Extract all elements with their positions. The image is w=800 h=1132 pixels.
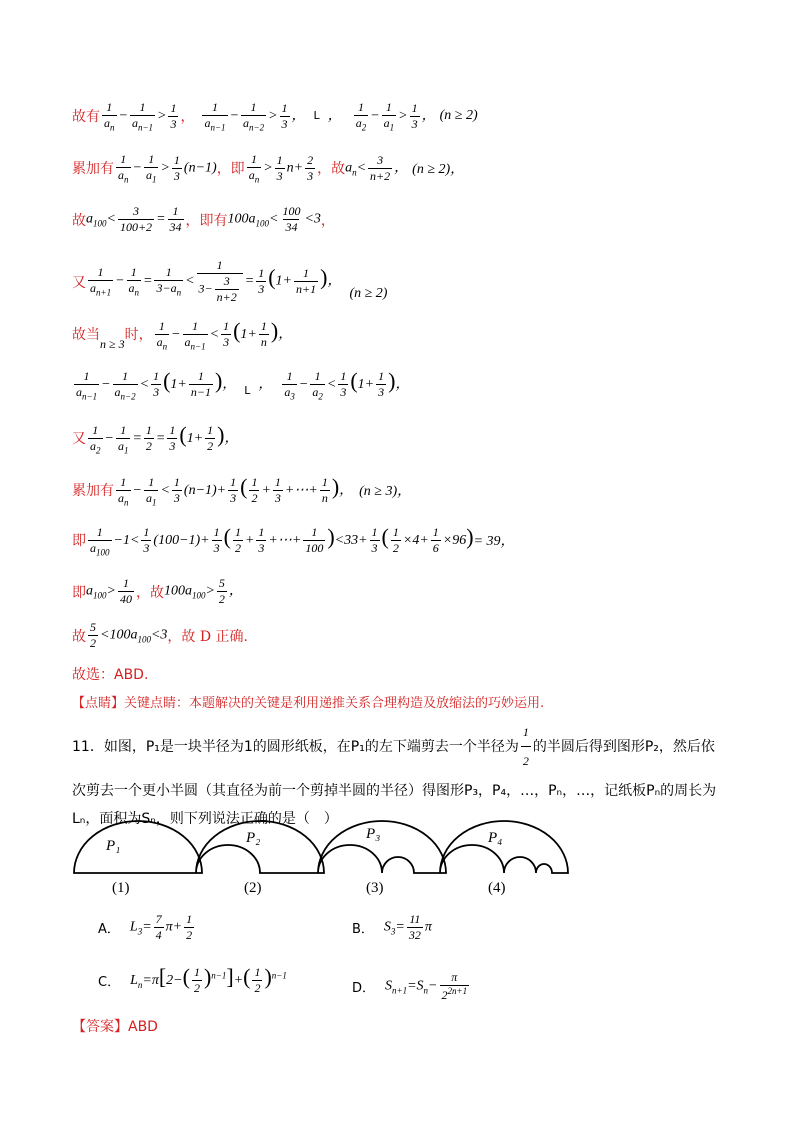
solution-line-2 [72,152,464,184]
option-b[interactable] [352,912,432,943]
figure-4-caption: (4) [488,880,506,896]
figure-4-shape [440,821,568,873]
line11-tail: ，故 D 正确. [167,628,248,645]
line8-cond: (n ≥ 3)， [359,484,412,500]
line4-prefix: 又 [72,274,86,291]
solution-line-11 [72,620,248,651]
option-b-letter: B． [352,922,374,937]
formula-3b: $100a_{100}<$ $\frac{100}{34}$ <3 [227,204,321,234]
line5-prefix: 故当 [72,327,100,344]
figure-1-caption: (1) [112,880,130,896]
figure-1-shape [74,821,202,873]
formula-8: $\frac{1}{a_n}$ − $\frac{1}{a_1}$ < $\frac{1}{3}$ (n−1)+ $\frac{1}{3}$ ( $\frac{1}{2}$ + $\frac{1}{3}$ +⋯+ $\frac{1}{n}$ )， [118,474,354,507]
half-fraction: $\frac{1}{2}$ [521,718,531,775]
formula-1a: $\frac{1}{a_n}$ − $\frac{1}{a_{n-1}}$ > $\frac{1}{3}$ [104,100,177,133]
figure-2-shape [196,821,324,873]
figure-4-label: P₄ [488,830,503,846]
line4-cond: (n ≥ 2) [349,285,388,301]
line2-mid: ，即 [216,161,245,178]
formula-7: $\frac{1}{a_2}$ − $\frac{1}{a_1}$ = $\frac{1}{2}$ = $\frac{1}{3}$ (1+ $\frac{1}{2}$ )， [90,422,239,455]
problem-11 [72,718,732,833]
line8-prefix: 累加有 [72,483,114,500]
line11-prefix: 故 [72,628,86,645]
key-point-comment [72,692,544,711]
figure-2-caption: (2) [244,880,262,896]
formula-3a: $a_{100}<$ $\frac{3}{100+2}$ = $\frac{1}{34}$ [86,204,182,234]
formula-10b: $100a_{100}>$ $\frac{5}{2}$ ， [163,576,243,606]
formula-6b: $\frac{1}{a_3}$ − $\frac{1}{a_2}$ < $\frac{1}{3}$ (1+ $\frac{1}{3}$ )， [284,368,410,401]
line1-prefix: 故有 [72,109,100,126]
line2-cond: (n ≥ 2)， [412,162,465,178]
solution-line-7 [72,422,238,455]
answer-choice [72,664,148,684]
problem-line-1 [72,718,732,775]
line3-tail: ， [320,212,335,229]
formula-1c: $\frac{1}{a_2}$ − $\frac{1}{a_1}$ > $\frac{1}{3}$ ， [355,100,436,133]
formula-5: $\frac{1}{a_n}$ − $\frac{1}{a_{n-1}}$ < $\frac{1}{3}$ (1+ $\frac{1}{n}$ )， [156,318,293,351]
line1-cond: (n ≥ 2) [439,108,478,124]
option-d-letter: D． [352,981,376,996]
line5-cond: n ≥ 3 [100,336,125,351]
option-d[interactable] [352,970,471,1003]
formula-1b: $\frac{1}{a_{n-1}}$ − $\frac{1}{a_{n-2}}$ > $\frac{1}{3}$ ， L ， [204,100,342,133]
line9-result: = 39， [473,534,515,550]
formula-2b: $\frac{1}{a_n}$ > $\frac{1}{3}$ n+ $\frac{2}{3}$ [248,152,314,185]
figure-3-shape [318,821,446,873]
problem-text-4: Lₙ，面积为Sₙ，则下列说法正确的是（ ） [72,811,338,827]
option-b-formula: $S_3=$ $\frac{11}{32}$ π [383,912,432,942]
figure-1-label: P₁ [106,838,121,854]
option-c-formula: $L_n=\pi[2-$( $\frac{1}{2}$ )$^{n-1}$]+( $\frac{1}{2}$ )$^{n-1}$ [130,964,287,996]
figure-2-label: P₂ [246,830,261,846]
option-a[interactable] [98,912,196,943]
formula-11: $\frac{5}{2}$ $<100a_{100}<3$ [90,620,168,650]
line10-prefix: 即 [72,584,86,601]
problem-text-2: 的半圆后得到图形P₂，然后依 [532,738,715,755]
line9-prefix: 即 [72,533,86,550]
formula-10a: $a_{100}>$ $\frac{1}{40}$ [86,576,132,606]
line5-mid: 时， [124,327,153,344]
solution-line-3 [72,204,335,235]
answer-choice-text: 故选：ABD. [72,667,149,683]
key-point-text: 【点睛】关键点睛：本题解决的关键是利用递推关系合理构造及放缩法的巧妙运用. [72,696,545,711]
option-c[interactable] [98,964,287,996]
solution-line-9 [72,524,515,557]
solution-line-4 [72,258,387,305]
formula-2a: $\frac{1}{a_n}$ − $\frac{1}{a_1}$ > $\frac{1}{3}$ (n−1) [118,152,217,185]
option-a-formula: $L_3=$ $\frac{7}{4}$ π+ $\frac{1}{2}$ [129,912,193,942]
option-d-formula: $S_{n+1}=S_n-$ $\frac{\pi}{2^{2n+1}}$ [385,970,468,1002]
answer-text: 【答案】ABD [72,1019,158,1035]
line7-prefix: 又 [72,431,86,448]
solution-line-5 [72,318,292,351]
problem-text-3: 次剪去一个更小半圆（其直径为前一个剪掉半圆的半径）得图形P₃，P₄，…，Pₙ，…，记纸板Pₙ的周长为 [72,783,717,799]
figure-3-caption: (3) [366,880,384,896]
solution-line-8 [72,474,411,507]
problem-text-1: 11．如图，P₁是一块半径为1的圆形纸板，在P₁的左下端剪去一个半径为 [72,738,519,755]
line2-prefix: 累加有 [72,161,114,178]
answer-line [72,1016,158,1036]
formula-9: $\frac{1}{a_{100}}$ −1< $\frac{1}{3}$ (100−1)+ $\frac{1}{3}$ ( $\frac{1}{2}$ + $\frac{1}{3}$ +⋯+ $\frac{1}{100}$ )<33+ $\frac{1}{3}$ ( $\frac{1}{2}$ ×4+ $\frac{1}{6}$ ×96) [90,524,474,557]
line3-mid: ，即有 [185,212,228,229]
line1-sep1: ， [180,109,195,126]
solution-line-10 [72,576,243,607]
formula-4: $\frac{1}{a_{n+1}}$ − $\frac{1}{a_n}$ = $\frac{1}{3-a_n}$ < 1 3− $\frac{3}{n+2}$ = $\frac{1}{3}$ (1+ $\frac{1}{n+1}$ )， [90,258,342,304]
line10-mid: ，故 [135,584,164,601]
option-c-letter: C． [98,974,121,990]
line2-mid2: ，故 [317,161,346,178]
formula-6a: $\frac{1}{a_{n-1}}$ − $\frac{1}{a_{n-2}}$ < $\frac{1}{3}$ (1+ $\frac{1}{n-1}$ )， $_L$ ， [76,368,273,401]
figure-3-label: P₃ [366,826,381,842]
option-a-letter: A． [98,922,120,937]
formula-2c: $a_n<$ $\frac{3}{n+2}$ ， [345,152,409,183]
solution-line-6 [72,368,409,401]
solution-line-1 [72,100,478,132]
line3-prefix: 故 [72,212,86,229]
